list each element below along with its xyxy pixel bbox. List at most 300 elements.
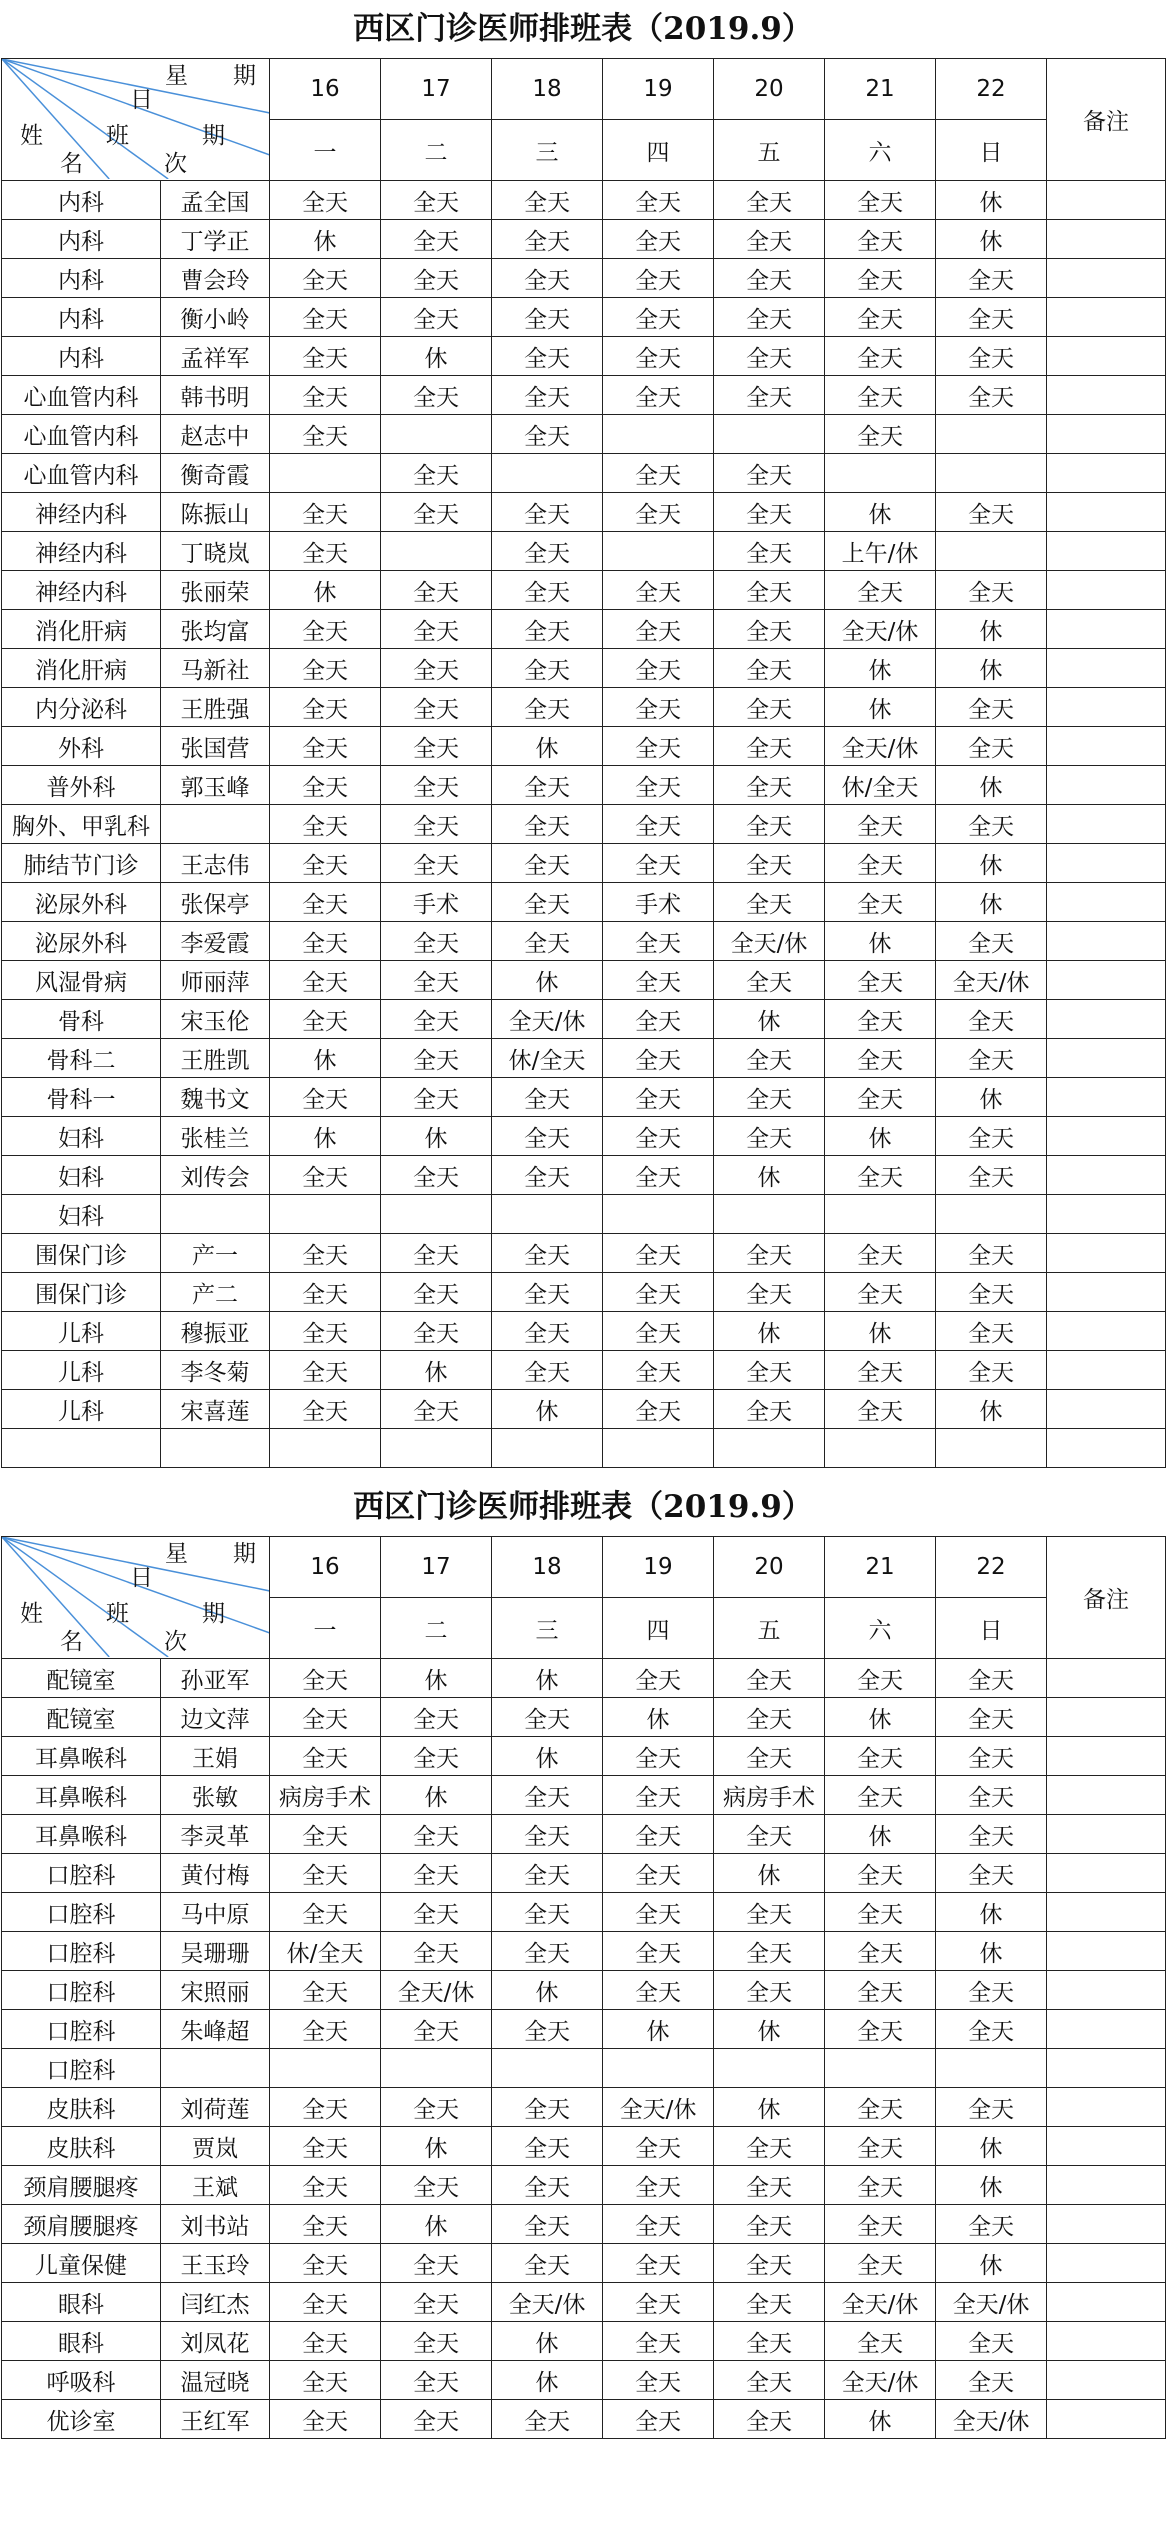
shift-cell: 全天 [270, 610, 381, 649]
shift-cell: 全天 [270, 766, 381, 805]
weekday-header: 日 [936, 1598, 1047, 1659]
shift-cell: 全天 [603, 2244, 714, 2283]
date-header: 16 [270, 1537, 381, 1598]
remark-cell [1047, 922, 1166, 961]
shift-cell: 休 [714, 1312, 825, 1351]
table-row [2, 1893, 1166, 1932]
doctor-name-cell: 魏书文 [161, 1078, 270, 1117]
shift-cell: 全天/休 [714, 922, 825, 961]
shift-cell: 全天 [270, 2088, 381, 2127]
doctor-name-cell: 宋喜莲 [161, 1390, 270, 1429]
doctor-name-cell: 张丽荣 [161, 571, 270, 610]
department-cell: 儿科 [2, 1312, 161, 1351]
weekday-header: 二 [381, 120, 492, 181]
shift-cell: 全天 [714, 805, 825, 844]
shift-cell: 全天 [603, 259, 714, 298]
shift-cell: 全天 [603, 376, 714, 415]
remark-cell [1047, 883, 1166, 922]
corner-label-ci: 次 [164, 151, 187, 177]
shift-cell: 全天 [936, 1854, 1047, 1893]
shift-cell: 全天 [825, 1000, 936, 1039]
shift-cell: 全天 [825, 337, 936, 376]
shift-cell: 休 [492, 1971, 603, 2010]
remark-cell [1047, 337, 1166, 376]
shift-cell: 全天 [381, 1273, 492, 1312]
table-row [2, 2361, 1166, 2400]
table-row [2, 1351, 1166, 1390]
doctor-name-cell: 张均富 [161, 610, 270, 649]
shift-cell: 全天 [492, 415, 603, 454]
doctor-name-cell: 孙亚军 [161, 1659, 270, 1698]
date-header: 20 [714, 59, 825, 120]
department-cell: 神经内科 [2, 532, 161, 571]
shift-cell: 休 [492, 2322, 603, 2361]
remark-cell [1047, 571, 1166, 610]
shift-cell: 全天 [381, 1156, 492, 1195]
shift-cell: 全天 [603, 2127, 714, 2166]
shift-cell: 全天 [714, 1737, 825, 1776]
shift-cell: 全天 [825, 1737, 936, 1776]
shift-cell [603, 532, 714, 571]
department-cell: 内科 [2, 298, 161, 337]
shift-cell: 全天 [381, 610, 492, 649]
shift-cell: 休 [936, 766, 1047, 805]
doctor-name-cell: 王胜凯 [161, 1039, 270, 1078]
department-cell: 皮肤科 [2, 2127, 161, 2166]
shift-cell: 全天 [603, 1776, 714, 1815]
shift-cell: 休 [381, 1776, 492, 1815]
remark-cell [1047, 2205, 1166, 2244]
remark-cell [1047, 415, 1166, 454]
date-header: 19 [603, 1537, 714, 1598]
shift-cell: 全天 [492, 844, 603, 883]
shift-cell: 休 [825, 649, 936, 688]
shift-cell: 全天 [714, 337, 825, 376]
shift-cell: 全天 [714, 2361, 825, 2400]
table-row [2, 1854, 1166, 1893]
weekday-header: 六 [825, 120, 936, 181]
department-cell: 口腔科 [2, 2049, 161, 2088]
remark-cell [1047, 2400, 1166, 2439]
shift-cell: 全天 [492, 1234, 603, 1273]
table-row [2, 2400, 1166, 2439]
date-header: 16 [270, 59, 381, 120]
shift-cell: 全天 [603, 1971, 714, 2010]
department-cell: 内科 [2, 337, 161, 376]
shift-cell: 全天 [381, 2166, 492, 2205]
table-row [2, 610, 1166, 649]
shift-cell [825, 1429, 936, 1468]
doctor-name-cell: 李冬菊 [161, 1351, 270, 1390]
shift-cell: 全天 [381, 1234, 492, 1273]
shift-cell: 全天 [825, 1776, 936, 1815]
shift-cell: 全天 [714, 1390, 825, 1429]
remark-cell [1047, 1698, 1166, 1737]
doctor-name-cell [161, 1195, 270, 1234]
corner-label-qi: 期 [233, 63, 256, 89]
shift-cell: 休 [381, 1351, 492, 1390]
remark-cell [1047, 1234, 1166, 1273]
shift-cell: 全天 [714, 1078, 825, 1117]
shift-cell: 全天 [825, 1234, 936, 1273]
shift-cell: 全天 [603, 1078, 714, 1117]
shift-cell: 全天 [936, 1000, 1047, 1039]
shift-cell: 全天 [381, 2361, 492, 2400]
weekday-header: 一 [270, 120, 381, 181]
doctor-name-cell: 张国营 [161, 727, 270, 766]
table-row [2, 220, 1166, 259]
table-row [2, 1117, 1166, 1156]
shift-cell [936, 1195, 1047, 1234]
shift-cell: 全天 [270, 181, 381, 220]
shift-cell [381, 1195, 492, 1234]
shift-cell: 全天 [936, 1815, 1047, 1854]
shift-cell: 全天 [270, 376, 381, 415]
table-row [2, 2010, 1166, 2049]
shift-cell: 全天 [825, 2322, 936, 2361]
shift-cell: 全天 [270, 805, 381, 844]
shift-cell [492, 454, 603, 493]
shift-cell: 全天 [270, 259, 381, 298]
shift-cell: 全天 [381, 766, 492, 805]
remark-cell [1047, 2088, 1166, 2127]
shift-cell: 全天 [270, 2322, 381, 2361]
shift-cell: 全天 [492, 766, 603, 805]
shift-cell: 全天 [492, 2010, 603, 2049]
shift-cell: 全天 [492, 2088, 603, 2127]
department-cell: 眼科 [2, 2322, 161, 2361]
shift-cell [825, 454, 936, 493]
shift-cell: 全天 [936, 337, 1047, 376]
shift-cell: 全天 [936, 1117, 1047, 1156]
shift-cell: 休 [825, 688, 936, 727]
shift-cell: 全天 [603, 1234, 714, 1273]
department-cell: 内分泌科 [2, 688, 161, 727]
shift-cell: 全天 [714, 2283, 825, 2322]
shift-cell: 手术 [603, 883, 714, 922]
shift-cell: 全天 [714, 376, 825, 415]
shift-cell: 全天 [603, 2166, 714, 2205]
shift-cell: 全天 [381, 1078, 492, 1117]
shift-cell: 全天 [825, 2205, 936, 2244]
remark-cell [1047, 1195, 1166, 1234]
doctor-name-cell: 温冠晓 [161, 2361, 270, 2400]
shift-cell: 休/全天 [270, 1932, 381, 1971]
shift-cell: 全天 [825, 1351, 936, 1390]
remark-cell [1047, 1971, 1166, 2010]
shift-cell: 休 [714, 1000, 825, 1039]
doctor-name-cell: 丁晓岚 [161, 532, 270, 571]
shift-cell: 休 [825, 1117, 936, 1156]
shift-cell [603, 415, 714, 454]
shift-cell: 全天 [714, 532, 825, 571]
doctor-name-cell: 王红军 [161, 2400, 270, 2439]
header-corner-cell [2, 1537, 270, 1659]
shift-cell: 全天 [936, 1351, 1047, 1390]
shift-cell: 全天 [714, 1234, 825, 1273]
shift-cell: 休 [270, 1117, 381, 1156]
shift-cell: 全天 [936, 727, 1047, 766]
doctor-name-cell [161, 2049, 270, 2088]
shift-cell: 休 [492, 727, 603, 766]
shift-cell: 全天 [825, 1156, 936, 1195]
shift-cell: 全天 [492, 2244, 603, 2283]
shift-cell: 全天 [603, 1156, 714, 1195]
department-cell: 围保门诊 [2, 1234, 161, 1273]
shift-cell: 休 [714, 1156, 825, 1195]
doctor-name-cell: 王志伟 [161, 844, 270, 883]
shift-cell: 全天 [270, 2244, 381, 2283]
department-cell: 泌尿外科 [2, 883, 161, 922]
shift-cell: 全天 [270, 844, 381, 883]
shift-cell: 全天 [714, 220, 825, 259]
table-row [2, 1195, 1166, 1234]
doctor-name-cell: 张敏 [161, 1776, 270, 1815]
shift-cell: 全天 [270, 2010, 381, 2049]
shift-cell: 全天 [492, 1078, 603, 1117]
shift-cell: 全天 [270, 1854, 381, 1893]
shift-cell: 全天 [825, 961, 936, 1000]
shift-cell [825, 2049, 936, 2088]
shift-cell: 全天 [714, 727, 825, 766]
shift-cell: 手术 [381, 883, 492, 922]
shift-cell [603, 2049, 714, 2088]
department-cell: 心血管内科 [2, 415, 161, 454]
shift-cell: 休 [825, 1815, 936, 1854]
department-cell: 妇科 [2, 1156, 161, 1195]
shift-cell: 全天/休 [825, 727, 936, 766]
doctor-name-cell: 宋照丽 [161, 1971, 270, 2010]
shift-cell: 全天 [603, 1117, 714, 1156]
corner-label-ban: 班 [106, 123, 129, 149]
shift-cell [270, 1429, 381, 1468]
department-cell: 肺结节门诊 [2, 844, 161, 883]
shift-cell: 全天 [936, 1039, 1047, 1078]
shift-cell: 上午/休 [825, 532, 936, 571]
shift-cell: 全天 [381, 2010, 492, 2049]
remark-cell [1047, 1815, 1166, 1854]
table-row [2, 1390, 1166, 1429]
shift-cell: 全天 [825, 220, 936, 259]
table-row [2, 493, 1166, 532]
date-header: 19 [603, 59, 714, 120]
shift-cell: 全天 [270, 961, 381, 1000]
shift-cell [936, 454, 1047, 493]
shift-cell: 全天 [603, 2205, 714, 2244]
shift-cell: 全天/休 [825, 610, 936, 649]
department-cell: 儿科 [2, 1390, 161, 1429]
remark-cell [1047, 2361, 1166, 2400]
shift-cell: 休 [492, 2361, 603, 2400]
shift-cell: 全天 [270, 883, 381, 922]
shift-cell: 全天 [936, 2010, 1047, 2049]
shift-cell: 全天 [603, 181, 714, 220]
shift-cell: 休 [936, 1893, 1047, 1932]
shift-cell: 全天/休 [492, 2283, 603, 2322]
shift-cell: 全天 [492, 220, 603, 259]
shift-cell: 全天 [270, 2166, 381, 2205]
shift-cell: 全天 [492, 298, 603, 337]
remark-cell [1047, 2127, 1166, 2166]
table-row [2, 1000, 1166, 1039]
shift-cell: 全天 [714, 2244, 825, 2283]
shift-cell: 休 [492, 1659, 603, 1698]
shift-cell: 全天 [603, 727, 714, 766]
shift-cell: 全天 [270, 1078, 381, 1117]
doctor-name-cell: 李灵革 [161, 1815, 270, 1854]
shift-cell: 全天 [714, 1039, 825, 1078]
shift-cell: 休 [936, 1390, 1047, 1429]
department-cell: 儿童保健 [2, 2244, 161, 2283]
shift-cell: 全天 [492, 1932, 603, 1971]
corner-label-qi2: 期 [202, 1601, 225, 1627]
department-cell: 优诊室 [2, 2400, 161, 2439]
shift-cell: 全天 [492, 1156, 603, 1195]
schedule-title: 西区门诊医师排班表（2019.9） [353, 11, 813, 47]
shift-cell: 休 [381, 337, 492, 376]
doctor-name-cell: 丁学正 [161, 220, 270, 259]
table-row [2, 415, 1166, 454]
department-cell [2, 1429, 161, 1468]
shift-cell: 全天 [270, 1893, 381, 1932]
shift-cell: 全天 [492, 1351, 603, 1390]
shift-cell: 全天 [492, 493, 603, 532]
weekday-header: 三 [492, 1598, 603, 1659]
shift-cell: 全天 [936, 1156, 1047, 1195]
remark-cell [1047, 1893, 1166, 1932]
shift-cell: 全天 [270, 688, 381, 727]
weekday-header: 日 [936, 120, 1047, 181]
department-cell: 口腔科 [2, 1971, 161, 2010]
shift-cell: 休 [381, 2205, 492, 2244]
shift-cell [381, 532, 492, 571]
table-row [2, 1815, 1166, 1854]
shift-cell: 全天 [492, 1117, 603, 1156]
corner-label-ban: 班 [106, 1601, 129, 1627]
remark-cell [1047, 1039, 1166, 1078]
shift-cell: 休 [825, 2400, 936, 2439]
shift-cell: 全天 [381, 688, 492, 727]
remark-cell [1047, 1854, 1166, 1893]
date-header: 21 [825, 1537, 936, 1598]
shift-cell: 全天 [381, 1737, 492, 1776]
remark-cell [1047, 454, 1166, 493]
department-cell: 妇科 [2, 1195, 161, 1234]
table-row [2, 298, 1166, 337]
department-cell: 骨科一 [2, 1078, 161, 1117]
shift-cell: 全天 [492, 259, 603, 298]
remark-cell [1047, 688, 1166, 727]
remark-cell [1047, 1000, 1166, 1039]
header-diagonal-lines [2, 1537, 270, 1657]
table-row [2, 1737, 1166, 1776]
shift-cell: 休 [825, 1312, 936, 1351]
doctor-name-cell [161, 1429, 270, 1468]
shift-cell: 全天 [714, 2322, 825, 2361]
shift-cell: 全天 [603, 649, 714, 688]
table-row [2, 805, 1166, 844]
department-cell: 泌尿外科 [2, 922, 161, 961]
shift-cell: 休 [936, 610, 1047, 649]
shift-cell: 全天/休 [492, 1000, 603, 1039]
doctor-name-cell: 王娟 [161, 1737, 270, 1776]
table-row [2, 766, 1166, 805]
shift-cell: 全天 [492, 376, 603, 415]
shift-cell [270, 1195, 381, 1234]
shift-cell: 全天 [936, 688, 1047, 727]
shift-cell: 全天 [492, 1698, 603, 1737]
date-header: 18 [492, 59, 603, 120]
shift-cell: 全天 [714, 1351, 825, 1390]
shift-cell: 休/全天 [825, 766, 936, 805]
shift-cell: 全天 [381, 1312, 492, 1351]
remark-cell [1047, 1932, 1166, 1971]
shift-cell: 全天 [381, 805, 492, 844]
shift-cell: 全天 [603, 2361, 714, 2400]
table-row [2, 454, 1166, 493]
shift-cell: 全天 [825, 1893, 936, 1932]
shift-cell: 全天 [825, 259, 936, 298]
shift-cell: 全天 [270, 2205, 381, 2244]
shift-cell: 休 [936, 1078, 1047, 1117]
remark-header: 备注 [1047, 1537, 1166, 1659]
remark-cell [1047, 532, 1166, 571]
shift-cell: 全天 [936, 298, 1047, 337]
department-cell: 配镜室 [2, 1659, 161, 1698]
table-row [2, 922, 1166, 961]
corner-label-xingming_1: 姓 [20, 123, 43, 149]
shift-cell: 全天 [270, 727, 381, 766]
shift-cell: 全天 [603, 1273, 714, 1312]
shift-cell: 全天 [381, 922, 492, 961]
doctor-name-cell: 张保亭 [161, 883, 270, 922]
doctor-name-cell: 刘凤花 [161, 2322, 270, 2361]
shift-cell: 休 [936, 2127, 1047, 2166]
department-cell: 配镜室 [2, 1698, 161, 1737]
shift-cell: 休 [936, 181, 1047, 220]
doctor-name-cell: 师丽萍 [161, 961, 270, 1000]
shift-cell: 全天/休 [825, 2361, 936, 2400]
doctor-name-cell: 贾岚 [161, 2127, 270, 2166]
shift-cell: 全天 [825, 181, 936, 220]
shift-cell: 全天 [825, 2088, 936, 2127]
shift-cell: 休 [381, 1117, 492, 1156]
remark-cell [1047, 1390, 1166, 1429]
corner-label-ming: 名 [60, 1629, 83, 1655]
shift-cell: 休 [825, 493, 936, 532]
table-row [2, 2088, 1166, 2127]
doctor-name-cell: 衡小岭 [161, 298, 270, 337]
shift-cell: 休/全天 [492, 1039, 603, 1078]
shift-cell: 全天 [825, 571, 936, 610]
shift-cell: 全天 [603, 2400, 714, 2439]
shift-cell: 全天 [381, 1932, 492, 1971]
shift-cell: 全天 [714, 961, 825, 1000]
shift-cell [270, 454, 381, 493]
shift-cell: 全天 [270, 2283, 381, 2322]
shift-cell: 休 [936, 844, 1047, 883]
table-row [2, 532, 1166, 571]
shift-cell: 全天 [270, 1156, 381, 1195]
doctor-name-cell: 刘书站 [161, 2205, 270, 2244]
department-cell: 内科 [2, 181, 161, 220]
shift-cell: 全天 [492, 2400, 603, 2439]
shift-cell: 全天 [381, 376, 492, 415]
shift-cell: 全天 [603, 1737, 714, 1776]
table-row [2, 337, 1166, 376]
shift-cell: 休 [492, 1390, 603, 1429]
shift-cell: 全天 [492, 2205, 603, 2244]
